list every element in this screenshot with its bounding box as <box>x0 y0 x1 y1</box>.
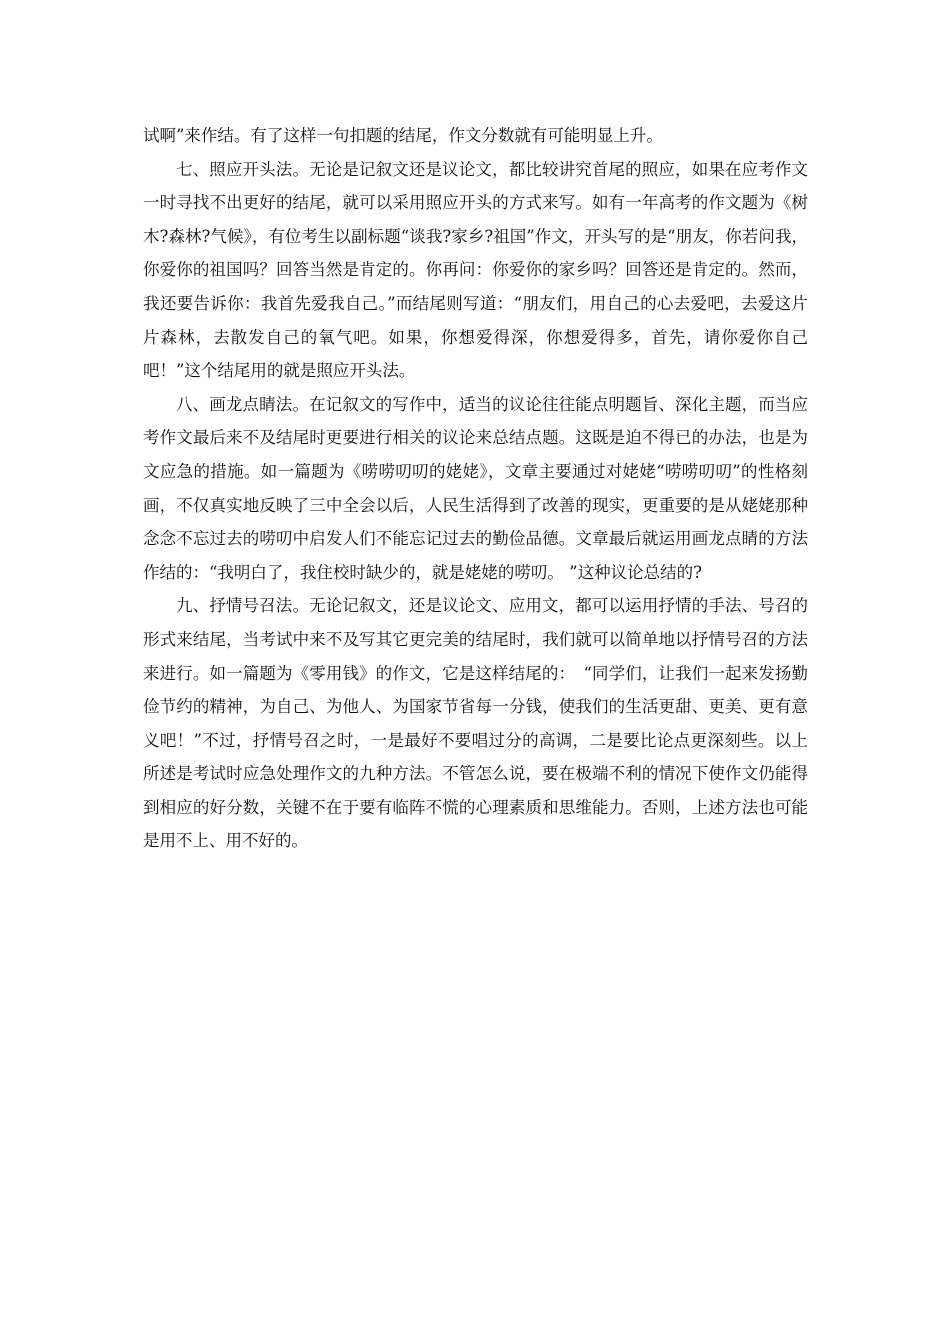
body-text <box>143 119 808 858</box>
paragraph-section-eight: 八、画龙点睛法。在记叙文的写作中，适当的议论往往能点明题旨、深化主题，而当应考作文最后来不及结尾时更要进行相关的议论来总结点题。这既是迫不得已的办法，也是为文应急的措施。如一篇题为《唠唠叨叨的姥姥》，文章主要通过对姥姥“唠唠叨叨”的性格刻画，不仅真实地反映了三中全会以后，人民生活得到了改善的现实，更重要的是从姥姥那种念念不忘过去的唠叨中启发人们不能忘记过去的勤俭品德。文章最后就运用画龙点睛的方法作结的：“我明白了，我住校时缺少的，就是姥姥的唠叨。 ”这种议论总结的? <box>143 394 808 582</box>
paragraph-section-nine: 九、抒情号召法。无论记叙文，还是议论文、应用文，都可以运用抒情的手法、号召的形式来结尾，当考试中来不及写其它更完美的结尾时，我们就可以简单地以抒情号召的方法来进行。如一篇题为《零用钱》的作文，它是这样结尾的： “同学们，让我们一起来发扬勤俭节约的精神，为自己、为他人、为国家节省每一分钱，使我们的生活更甜、更美、更有意义吧！”不过，抒情号召之时，一是最好不要唱过分的高调，二是要比论点更深刻些。以上所述是考试时应急处理作文的九种方法。不管怎么说，要在极端不利的情况下使作文仍能得到相应的好分数，关键不在于要有临阵不慌的心理素质和思维能力。否则，上述方法也可能是用不上、用不好的。 <box>143 596 808 851</box>
paragraph-section-seven: 七、照应开头法。无论是记叙文还是议论文，都比较讲究首尾的照应，如果在应考作文一时寻找不出更好的结尾，就可以采用照应开头的方式来写。如有一年高考的作文题为《树木?森林?气候》，有位考生以副标题“谈我?家乡?祖国”作文，开头写的是“朋友，你若问我，你爱你的祖国吗？回答当然是肯定的。你再问：你爱你的家乡吗？回答还是肯定的。然而，我还要告诉你：我首先爱我自己。”而结尾则写道：“朋友们，用自己的心去爱吧，去爱这片片森林，去散发自己的氧气吧。如果，你想爱得深，你想爱得多，首先，请你爱你自己吧！”这个结尾用的就是照应开头法。 <box>143 159 808 381</box>
paragraph-continuation: 试啊”来作结。有了这样一句扣题的结尾，作文分数就有可能明显上升。 <box>143 126 663 145</box>
